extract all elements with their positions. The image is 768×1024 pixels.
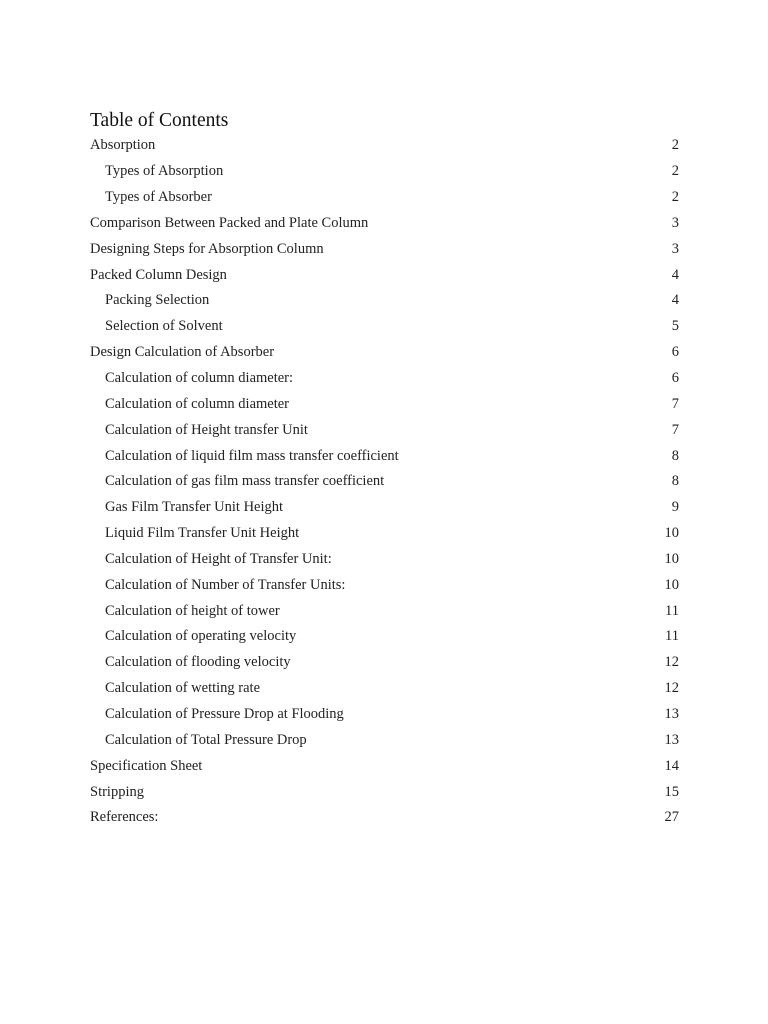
toc-entry-page-number: 2 — [671, 137, 679, 154]
toc-entry-page-number: 9 — [671, 499, 679, 516]
toc-entry-label: Calculation of liquid film mass transfer coefficient — [105, 447, 399, 464]
toc-entry-label: Stripping — [90, 783, 144, 800]
toc-entry[interactable] — [90, 676, 679, 702]
toc-entry-label: Calculation of column diameter: — [105, 370, 294, 387]
toc-entry[interactable] — [90, 211, 679, 237]
toc-entry-label: Packed Column Design — [90, 266, 227, 283]
toc-entry-page-number: 2 — [671, 189, 679, 206]
toc-entry[interactable] — [90, 159, 679, 185]
toc-entry-label: Packing Selection — [105, 292, 210, 309]
toc-entry-label: Calculation of height of tower — [105, 602, 280, 619]
toc-entry-label: Calculation of Height of Transfer Unit: — [105, 550, 332, 567]
toc-entry-label: Calculation of Pressure Drop at Flooding — [105, 705, 344, 722]
toc-entry-page-number: 4 — [671, 292, 679, 309]
toc-entry-page-number: 3 — [671, 214, 679, 231]
toc-entry[interactable] — [90, 185, 679, 211]
toc-entry-page-number: 11 — [665, 602, 679, 619]
toc-entry[interactable] — [90, 753, 679, 779]
toc-entry-label: Design Calculation of Absorber — [90, 344, 275, 361]
toc-entry-page-number: 4 — [671, 266, 679, 283]
toc-entry[interactable] — [90, 495, 679, 521]
toc-entry-label: Liquid Film Transfer Unit Height — [105, 525, 300, 542]
toc-entry[interactable] — [90, 417, 679, 443]
toc-entry-page-number: 5 — [671, 318, 679, 335]
toc-list — [90, 133, 679, 831]
toc-entry-label: References: — [90, 809, 159, 826]
toc-entry-label: Designing Steps for Absorption Column — [90, 240, 324, 257]
toc-entry-label: Specification Sheet — [90, 757, 203, 774]
toc-entry-page-number: 7 — [671, 395, 679, 412]
toc-entry[interactable] — [90, 469, 679, 495]
toc-entry-page-number: 6 — [671, 370, 679, 387]
toc-entry[interactable] — [90, 236, 679, 262]
toc-entry-label: Calculation of Number of Transfer Units: — [105, 576, 346, 593]
toc-entry-label: Gas Film Transfer Unit Height — [105, 499, 284, 516]
toc-entry[interactable] — [90, 366, 679, 392]
toc-entry[interactable] — [90, 547, 679, 573]
toc-entry[interactable] — [90, 288, 679, 314]
toc-entry-page-number: 12 — [664, 654, 679, 671]
table-of-contents — [90, 109, 679, 831]
toc-entry[interactable] — [90, 805, 679, 831]
toc-entry-page-number: 10 — [664, 525, 679, 542]
toc-entry-page-number: 8 — [671, 473, 679, 490]
toc-entry-page-number: 13 — [664, 705, 679, 722]
toc-entry-label: Selection of Solvent — [105, 318, 223, 335]
toc-entry-label: Calculation of Height transfer Unit — [105, 421, 308, 438]
toc-entry-label: Calculation of column diameter — [105, 395, 290, 412]
toc-entry[interactable] — [90, 521, 679, 547]
toc-entry[interactable] — [90, 727, 679, 753]
toc-entry-page-number: 10 — [664, 576, 679, 593]
toc-entry-label: Calculation of Total Pressure Drop — [105, 731, 307, 748]
toc-entry-label: Calculation of wetting rate — [105, 680, 261, 697]
toc-entry-page-number: 15 — [664, 783, 679, 800]
toc-entry[interactable] — [90, 262, 679, 288]
toc-entry-page-number: 14 — [664, 757, 679, 774]
toc-entry-page-number: 12 — [664, 680, 679, 697]
toc-entry-page-number: 10 — [664, 550, 679, 567]
toc-entry[interactable] — [90, 443, 679, 469]
toc-entry[interactable] — [90, 650, 679, 676]
toc-entry-page-number: 13 — [664, 731, 679, 748]
toc-entry-label: Types of Absorption — [105, 163, 224, 180]
toc-entry-page-number: 8 — [671, 447, 679, 464]
toc-entry[interactable] — [90, 572, 679, 598]
toc-entry-page-number: 7 — [671, 421, 679, 438]
toc-entry-label: Types of Absorber — [105, 189, 212, 206]
toc-entry[interactable] — [90, 624, 679, 650]
toc-entry-label: Calculation of operating velocity — [105, 628, 297, 645]
toc-entry-label: Calculation of flooding velocity — [105, 654, 291, 671]
toc-entry[interactable] — [90, 598, 679, 624]
toc-entry-label: Absorption — [90, 137, 156, 154]
toc-entry-page-number: 27 — [664, 809, 679, 826]
toc-entry-page-number: 6 — [671, 344, 679, 361]
toc-entry-label: Comparison Between Packed and Plate Column — [90, 214, 369, 231]
toc-entry[interactable] — [90, 340, 679, 366]
toc-entry[interactable] — [90, 314, 679, 340]
toc-entry[interactable] — [90, 779, 679, 805]
toc-entry[interactable] — [90, 391, 679, 417]
toc-entry-page-number: 2 — [671, 163, 679, 180]
toc-entry[interactable] — [90, 133, 679, 159]
toc-entry-page-number: 11 — [665, 628, 679, 645]
toc-title: Table of Contents — [90, 110, 229, 131]
toc-entry-label: Calculation of gas film mass transfer coefficient — [105, 473, 385, 490]
toc-entry[interactable] — [90, 702, 679, 728]
toc-entry-page-number: 3 — [671, 240, 679, 257]
